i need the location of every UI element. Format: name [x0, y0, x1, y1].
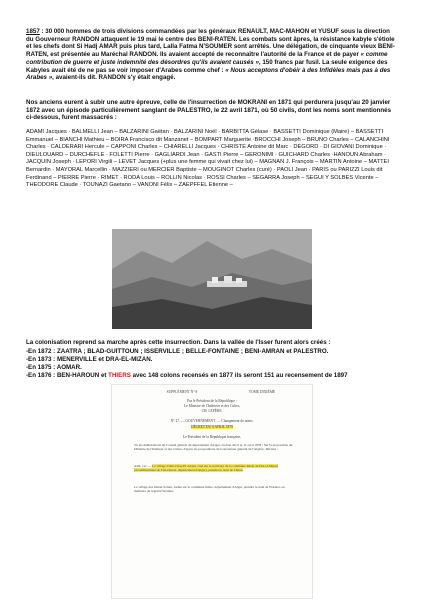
decree-number: N° 27. — GOUVERNEMENT. — Changement de noms. — [170, 419, 254, 423]
colonisation-intro: La colonisation reprend sa marche après cette insurrection. Dans la vallée de l'Isser furent alors créés : — [26, 339, 331, 346]
village-line-1876 — [26, 372, 396, 380]
p1-quote-1: « comme contribution de guerre et juste indemnité des désordres qu'ils avaient causés » — [26, 51, 388, 66]
decree-article-2: Le village des Oulad-Soltan, formé sur la commune mixte, département d'Alger, prendra le nom de Warnier, en mémoire du regretté Warnier. — [134, 485, 285, 494]
decree-date-text: DÉCRET DU 8 AVRIL 1879 — [191, 425, 233, 429]
thiers-highlight: THIERS — [108, 372, 131, 379]
article-1-label: ART. 1er. — — [134, 464, 153, 468]
decree-considerations: Vu les délibérations du Conseil général du département d'Alger, en date des 6 et 11 avril 1878 ; Sur la proposition du Ministre de l'Intérieur et des Cultes, d'après les propositions du Gouverneur général de l'Algérie, Décrète : — [134, 443, 293, 452]
p1-lead: : 30 000 hommes de trois divisions commandées par les généraux RENAULT, MAC-MAHON et YUSUF sous la direction du Gouverneur RANDON attaquent le 19 mai le centre des BENI-RATEN. Les combats sont âpres, la résistance kabyle s'étiole et les chefs dont Si Hadj AMAR puis plus tard, Lalla Fatma N'SOUMER sont arrêtés. Une délégation, de cinquante vieux BENI-RATEN, est présentée au Maréchal RANDON. Ils avaient accepté de reconnaître l'autorité de la France et de payer — [26, 28, 395, 59]
village-line-1872: -En 1872 : ZAATRA ; BLAD-GUITTOUN ; ISSERVILLE ; BELLE-FONTAINE ; BENI-AMRAN et PALESTRO. — [26, 348, 329, 355]
decree-tome: TOME DIXIÈME — [248, 390, 276, 394]
landscape-illustration — [112, 229, 312, 329]
landscape-photo — [112, 229, 312, 329]
village-line-1873: -En 1873 : MENERVILLE et DRA-EL-MIZAN. — [26, 356, 153, 363]
year-1857: 1857 — [26, 28, 40, 35]
paragraph-1857 — [26, 28, 396, 82]
decree-supplement: SUPPLÉMENT N° 8 — [166, 390, 198, 394]
decree-date — [112, 425, 312, 429]
p1-quote-2: « Nous acceptons d'obéir à des Infidèles mais pas à des Arabes » — [26, 66, 391, 82]
decree-minister-line: Le Ministre de l'Intérieur et des Cultes, — [183, 404, 241, 408]
village-line-1875: -En 1875 : AOMAR. — [26, 364, 82, 371]
article-1-highlight: Le village d'Aïn-Chaa-El-Aïoun, créé sur le territoire de la commune mixte de Dra-el-Mizan (arrondissement de Tizi-Ouzou, département d'Alger), prendra le nom de Thiers. — [134, 464, 278, 473]
decree-preamble: Le Président de la République française, — [182, 435, 242, 439]
paragraph-mokrani: Nos anciens eurent à subir une autre épreuve, celle de l'insurrection de MOKRANI en 1871 qui perdurera jusqu'au 20 janvier 1872 avec un épisode particulièrement sanglant de PALESTRO, le 22 avril 1871, où 50 civils, dont les noms sont mentionnés ci-dessous, furent massacrés : — [26, 99, 392, 122]
victims-list: ADAMI Jacques · BALMELLI Jean – BALZARINI Gaëtan · BALZARINI Noël · BARBITTA Gélase · BASSETTI Dominique (Maire) – BASSETTI Emmanuel – BIANCHI Mathieu – BOIRA Francisco dit Manzanet – BOMPART Marguerite ·BROCCHI Joseph – BRUNO Charles – CALANCHINI Charles · CALDERARI Hercule – CAPPONI Charles – CHIARELLI Jacques · CHRISTE Antoine dit Marc · DEGORD · DI GIOVANI Dominique · DIEULOUARD – DURCHEFLE · FOLETTI Pierre · GAGLIARDI Jean · GASTI Pierre – GERONIMI · GUICHARD Charles ·HANOUN Abraham · JACQUIN Joseph · LEPORI Virgili – LEVET Jacques (+plus une femme qui vivait chez lui) – MAGNAN J. François – MARTIN Antoine – MATTEI Bernardin · MAYORAL Marcellin · MAZZIERI ou MERCIER Baptiste – MOUGINOT Charles (curé) · PAOLI Jean · PARIS ou PARIZZI Louis dit Ferdinand – PIERRE Pierre · RIMET · RODA Louis – ROLLIN Nicolas · ROSSI Charles – SEGARRA Joseph – SEGUI Y SOLBES Vicente – THEODORE Claude · TOUNAZI Gaetano – VANONI Félix – ZAEPFFEL Etienne – — [26, 129, 390, 189]
decree-article-1 — [134, 464, 294, 472]
line-1876-end: avec 148 colons recensés en 1877 ils seront 151 au recensement de 1897 — [130, 372, 348, 379]
decree-president-line: Par le Président de la République : — [187, 399, 237, 403]
decree-signature: CH. LEPÈRE. — [201, 409, 223, 413]
decree-scan — [112, 385, 312, 598]
line-1876-start: -En 1876 : BEN-HAROUN et — [26, 372, 109, 379]
p1-end: , avaient-ils dit. RANDON s'y était engagé. — [52, 74, 176, 82]
p1-mid: , 150 francs par fusil. La seule exigence des Kabyles avait été de ne pas se voir imposer d'Arabes comme chef : — [26, 58, 388, 74]
